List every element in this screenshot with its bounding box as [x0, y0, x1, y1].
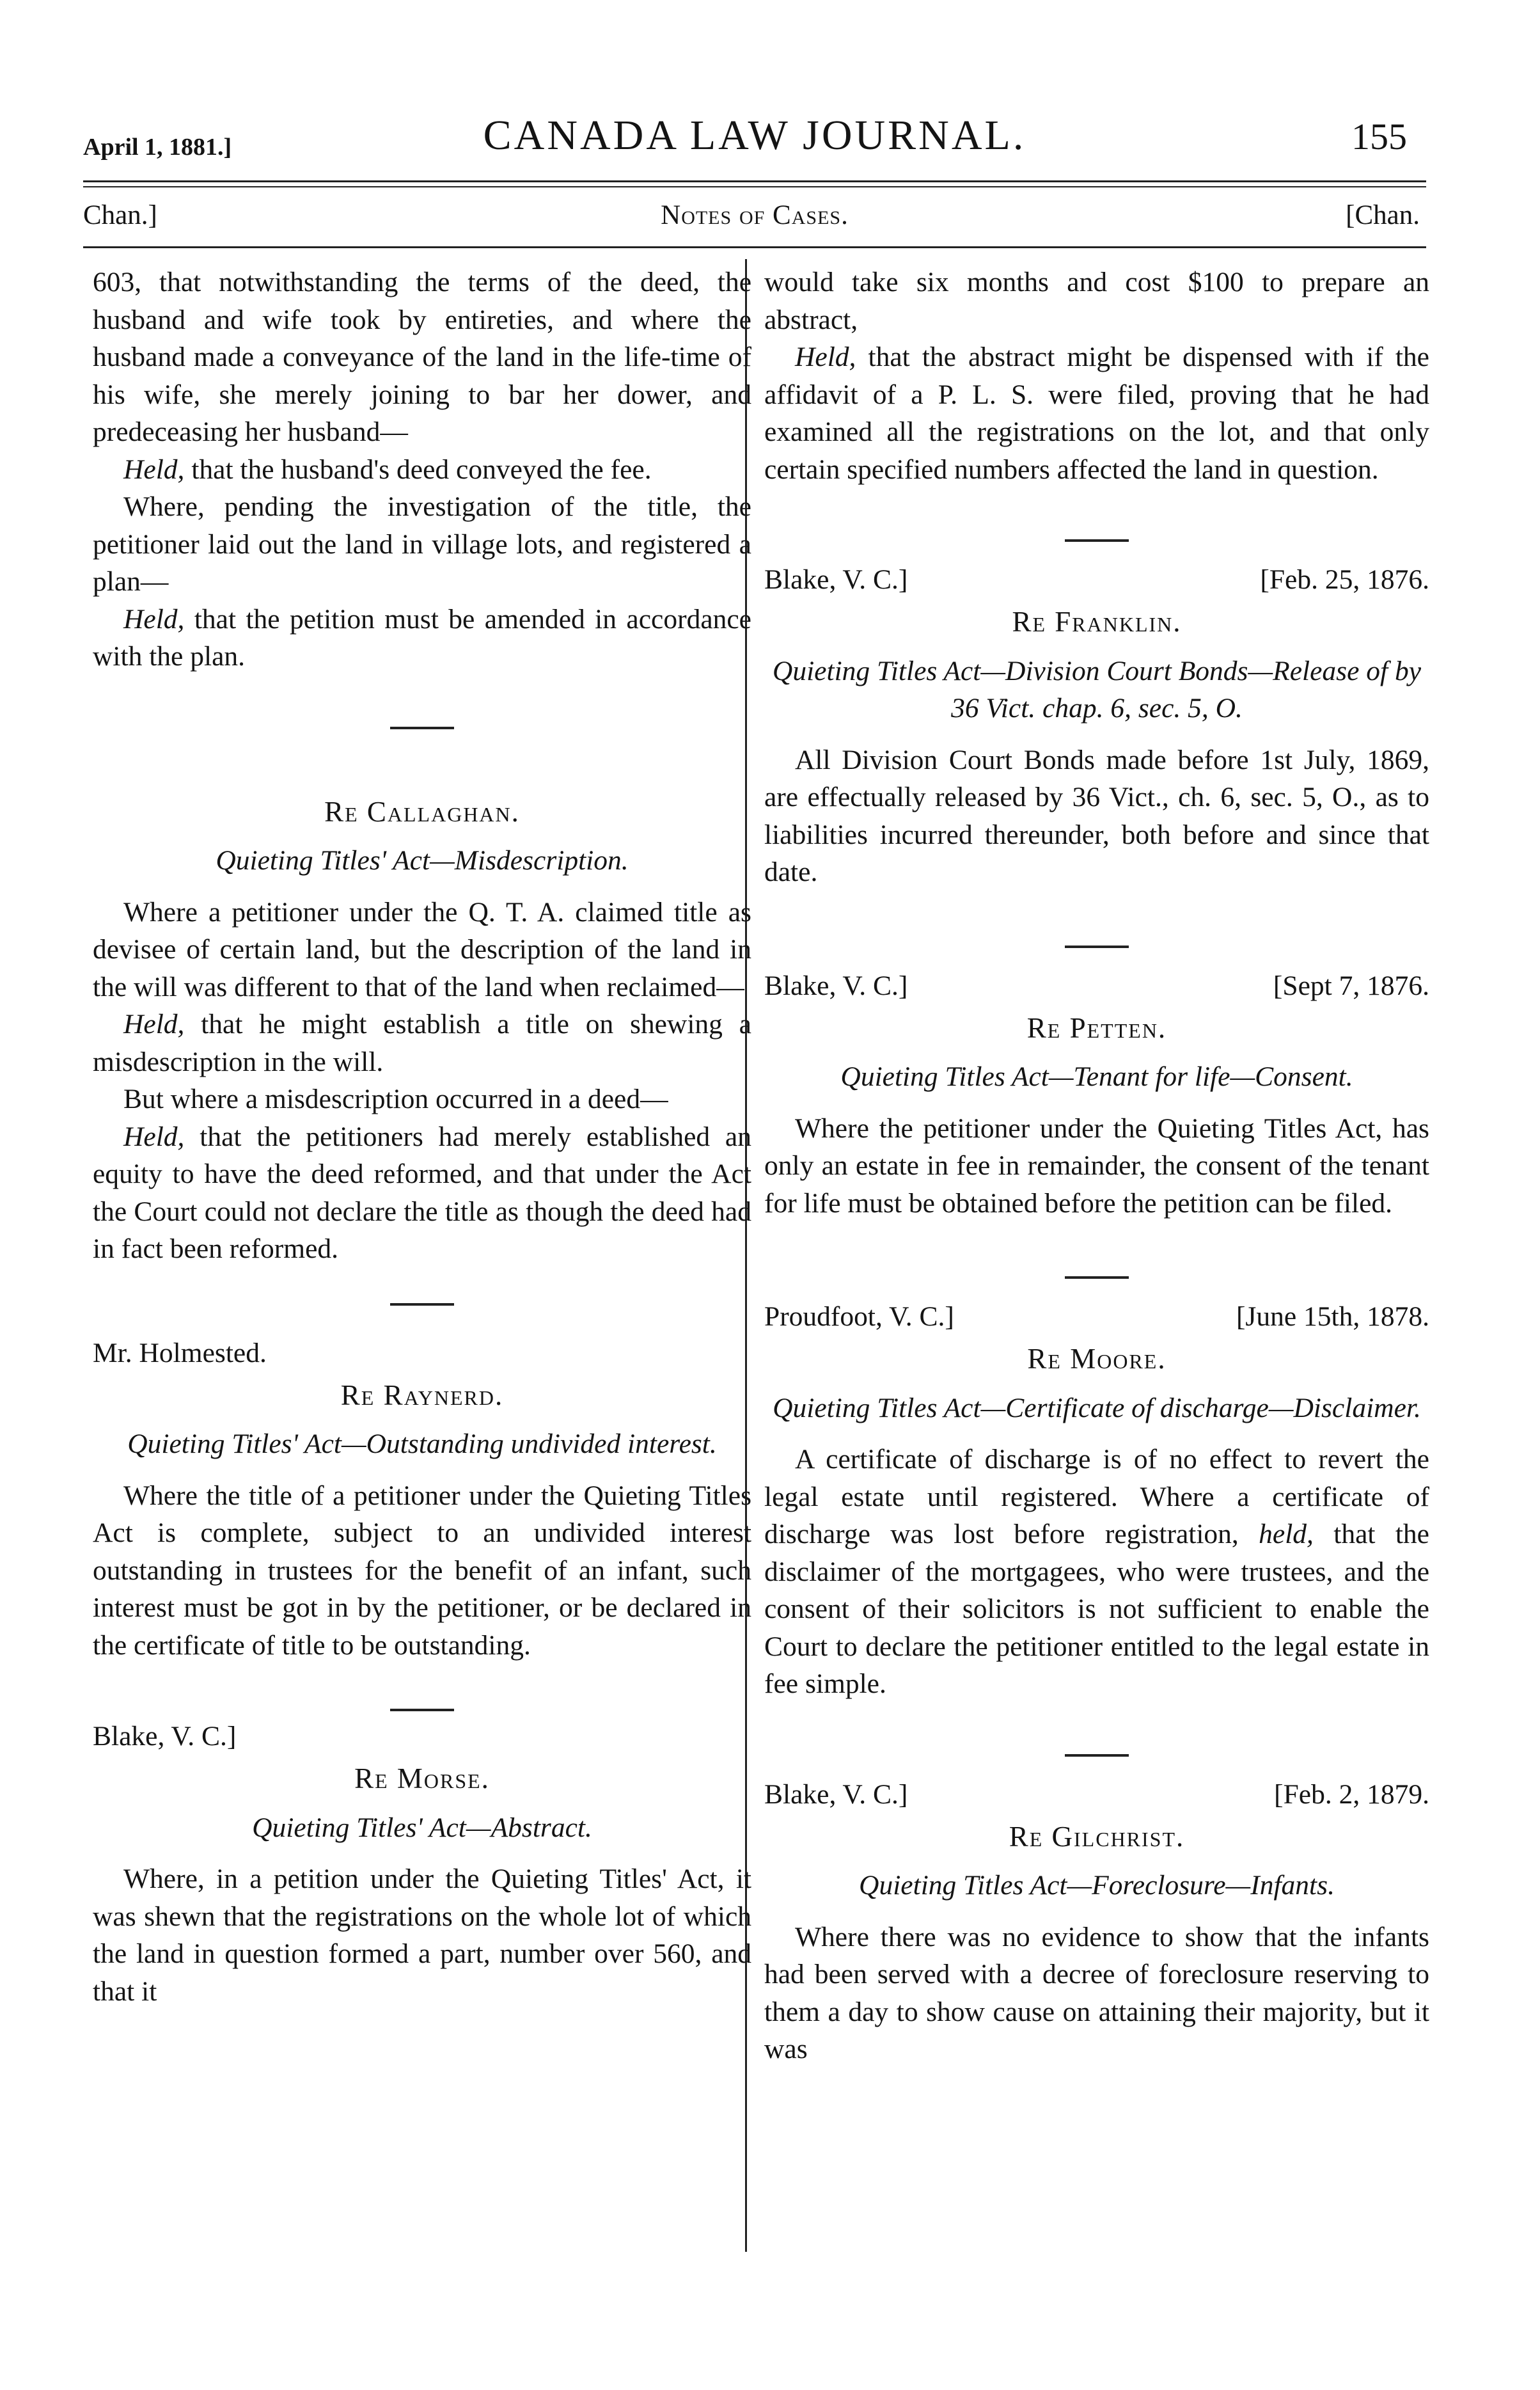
paragraph-text: A certificate of discharge is of no effect to revert the legal estate until registered. Where a certificate of discharge was lost before registration, [764, 1444, 1429, 1549]
case-title: Re Morse. [354, 1762, 490, 1794]
held-paragraph [93, 1118, 751, 1268]
case-subtitle: Quieting Titles' Act—Outstanding undivided interest. [127, 1428, 717, 1459]
case-subtitle: Quieting Titles' Act—Abstract. [252, 1812, 592, 1843]
decision-date: [Feb. 2, 1879. [1274, 1778, 1429, 1810]
journal-title: CANADA LAW JOURNAL. [483, 112, 1026, 159]
issue-date: April 1, 1881.] [83, 134, 232, 161]
held-text: that the petition must be amended in accordance with the plan. [93, 603, 751, 672]
judge-line [764, 1298, 1429, 1338]
case-title: Re Petten. [1026, 1011, 1167, 1044]
paragraph: Where the petitioner under the Quieting Titles Act, has only an estate in fee in remainder, the consent of the tenant for life must be obtained before the petition can be filed. [764, 1112, 1429, 1219]
held-text: that the petitioners had merely established an equity to have the deed reformed, and that under the Act the Court could not declare the title as though the deed had in fact been reformed. [93, 1121, 751, 1264]
judge-name: Proudfoot, V. C.] [764, 1301, 954, 1332]
running-head [83, 109, 1426, 166]
case-title: Re Franklin. [1012, 606, 1182, 638]
judge-name: Blake, V. C.] [93, 1721, 237, 1752]
section-rule [83, 246, 1426, 248]
held-paragraph [93, 451, 751, 489]
case-separator [390, 727, 454, 729]
judge-name: Mr. Holmested. [93, 1337, 267, 1368]
court-label-left: Chan.] [83, 200, 157, 230]
decision-date: [Feb. 25, 1876. [1260, 564, 1429, 595]
judge-line [764, 967, 1429, 1007]
case-separator [390, 1303, 454, 1306]
judge-line [764, 1776, 1429, 1816]
section-title: Notes of Cases. [661, 200, 849, 230]
case-subtitle: Quieting Titles Act—Tenant for life—Consent. [840, 1061, 1353, 1092]
paragraph: Where, in a petition under the Quieting Titles' Act, it was shewn that the registrations on the whole lot of which the land in question formed a part, number over 560, and that it [93, 1864, 751, 2007]
paragraph: Where, pending the investigation of the title, the petitioner laid out the land in village lots, and registered a plan— [93, 491, 751, 597]
court-label-right: [Chan. [1346, 200, 1420, 230]
case-separator [390, 1709, 454, 1711]
paragraph: All Division Court Bonds made before 1st July, 1869, are effectually released by 36 Vict., ch. 6, sec. 5, O., as to liabilities incurred thereunder, both before and since that date. [764, 744, 1429, 887]
paragraph: Where the title of a petitioner under the Quieting Titles Act is complete, subject to an undivided interest outstanding in trustees for the benefit of an infant, such interest must be got in by the petitioner, or be declared in the certificate of title to be outstanding. [93, 1480, 751, 1661]
held-label: held, [1259, 1519, 1314, 1549]
right-column [764, 264, 1429, 2068]
decision-date: [June 15th, 1878. [1236, 1301, 1429, 1332]
left-column [93, 264, 751, 2010]
held-label: Held, [123, 454, 185, 485]
judge-name: Blake, V. C.] [764, 564, 908, 595]
held-paragraph [93, 601, 751, 676]
header-rule-bottom [83, 186, 1426, 187]
case-title: Re Moore. [1027, 1343, 1167, 1375]
held-label: Held, [123, 1009, 185, 1040]
page-number: 155 [1351, 116, 1407, 157]
held-paragraph [93, 1006, 751, 1080]
paragraph: Where there was no evidence to show that the infants had been served with a decree of foreclosure reserving to them a day to show cause on attaining their majority, but it was [764, 1921, 1429, 2064]
held-label: Held, [795, 342, 856, 372]
held-paragraph [764, 338, 1429, 488]
paragraph [764, 1441, 1429, 1703]
case-separator [1065, 1276, 1129, 1279]
case-subtitle: Quieting Titles Act—Division Court Bonds—Release of by 36 Vict. chap. 6, sec. 5, O. [772, 655, 1422, 724]
case-separator [1065, 1754, 1129, 1757]
paragraph: But where a misdescription occurred in a deed— [123, 1084, 668, 1114]
header-rule-top [83, 180, 1426, 182]
case-separator [1065, 946, 1129, 948]
decision-date: [Sept 7, 1876. [1273, 970, 1429, 1001]
held-text: that the abstract might be dispensed with if the affidavit of a P. L. S. were filed, proving that he had examined all the registrations on the lot, and that only certain specified numbers affected the land in question. [764, 342, 1429, 485]
held-label: Held, [123, 603, 185, 635]
paragraph: would take six months and cost $100 to prepare an abstract, [764, 267, 1429, 335]
paragraph-text: that the disclaimer of the mortgagees, who were trustees, and the consent of their solicitors is not sufficient to enable the Court to declare the petitioner entitled to the legal estate in fee simple. [764, 1519, 1429, 1699]
held-label: Held, [123, 1121, 185, 1152]
judge-line [764, 561, 1429, 601]
held-text: that the husband's deed conveyed the fee. [184, 454, 652, 485]
paragraph: 603, that notwithstanding the terms of the deed, the husband and wife took by entireties, and where the husband made a conveyance of the land in the life-time of his wife, she merely joining to bar her dower, and predeceasing her husband— [93, 267, 751, 447]
judge-line [93, 1334, 751, 1374]
case-title: Re Raynerd. [340, 1379, 504, 1411]
case-subtitle: Quieting Titles Act—Certificate of discharge—Disclaimer. [773, 1392, 1421, 1423]
judge-name: Blake, V. C.] [764, 970, 908, 1001]
case-separator [1065, 539, 1129, 542]
judge-line [93, 1718, 751, 1757]
case-subtitle: Quieting Titles' Act—Misdescription. [216, 845, 629, 876]
case-title: Re Callaghan. [324, 795, 520, 828]
case-subtitle: Quieting Titles Act—Foreclosure—Infants. [859, 1870, 1335, 1901]
case-title: Re Gilchrist. [1009, 1820, 1185, 1853]
held-text: that he might establish a title on shewing a misdescription in the will. [93, 1009, 751, 1077]
paragraph: Where a petitioner under the Q. T. A. claimed title as devisee of certain land, but the description of the land in the will was different to that of the land when reclaimed— [93, 896, 751, 1002]
section-head [83, 200, 1426, 238]
judge-name: Blake, V. C.] [764, 1778, 908, 1810]
